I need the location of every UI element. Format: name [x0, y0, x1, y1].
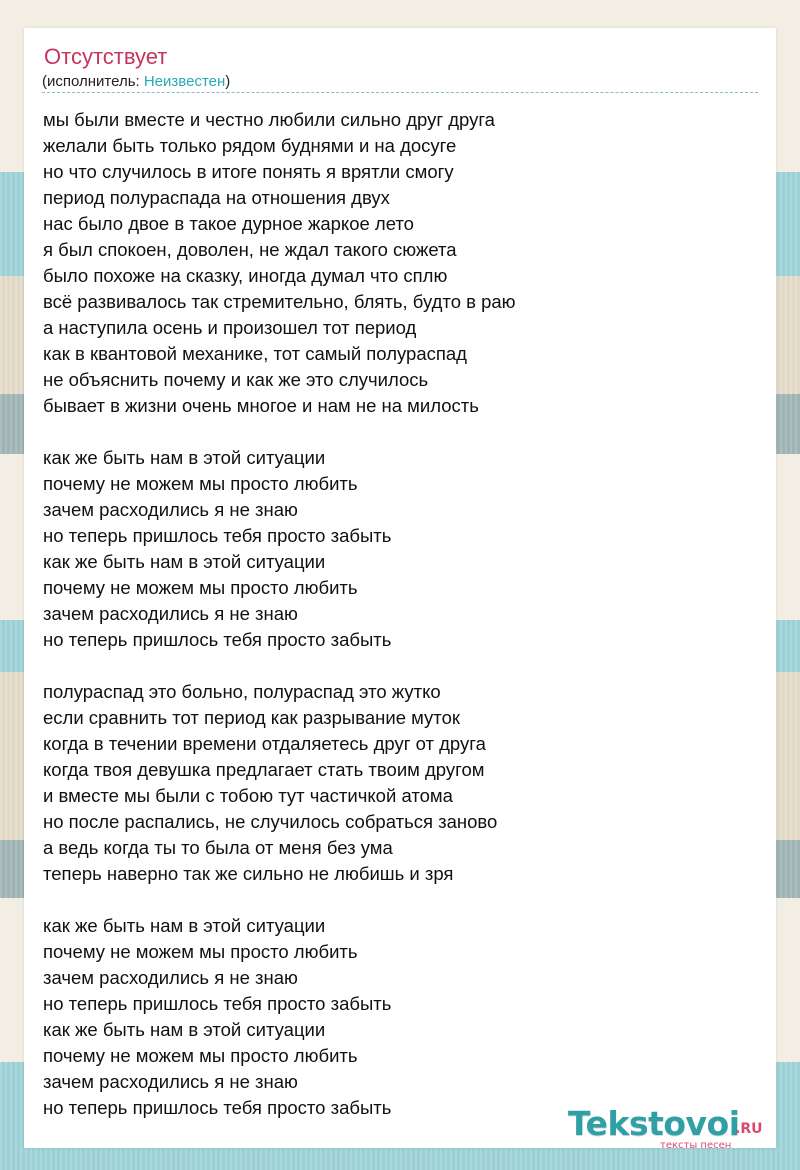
lyric-line: период полураспада на отношения двух	[43, 187, 390, 208]
lyric-line: почему не можем мы просто любить	[43, 941, 358, 962]
song-title: Отсутствует	[44, 44, 168, 69]
lyric-line: зачем расходились я не знаю	[43, 967, 298, 988]
lyric-line: почему не можем мы просто любить	[43, 577, 358, 598]
stanza-gap	[43, 887, 743, 913]
logo-name: Tekstovoi	[568, 1104, 740, 1143]
lyric-line: но теперь пришлось тебя просто забыть	[43, 525, 392, 546]
lyric-line: бывает в жизни очень многое и нам не на милость	[43, 395, 479, 416]
lyric-line: почему не можем мы просто любить	[43, 1045, 358, 1066]
lyric-line: я был спокоен, доволен, не ждал такого сюжета	[43, 239, 457, 260]
lyric-line: если сравнить тот период как разрывание муток	[43, 707, 460, 728]
lyric-line: а ведь когда ты то была от меня без ума	[43, 837, 393, 858]
logo-tagline: тексты песен	[660, 1140, 732, 1151]
artist-suffix: )	[225, 73, 231, 90]
lyric-line: как же быть нам в этой ситуации	[43, 1019, 326, 1040]
tekstovoi-logo[interactable]	[568, 1104, 778, 1154]
lyric-line: всё развивалось так стремительно, блять, будто в раю	[43, 291, 516, 312]
lyric-line: как в квантовой механике, тот самый полураспад	[43, 343, 467, 364]
lyric-line: когда в течении времени отдаляетесь друг от друга	[43, 733, 486, 754]
lyric-line: почему не можем мы просто любить	[43, 473, 358, 494]
logo-tld: .RU	[735, 1121, 763, 1137]
lyric-line: но после распались, не случилось собраться заново	[43, 811, 498, 832]
lyric-line: но теперь пришлось тебя просто забыть	[43, 993, 392, 1014]
lyrics-body	[43, 107, 743, 1121]
lyric-line: но теперь пришлось тебя просто забыть	[43, 629, 392, 650]
lyric-line: как же быть нам в этой ситуации	[43, 447, 326, 468]
lyric-line: но что случилось в итоге понять я врятли смогу	[43, 161, 454, 182]
lyric-line: зачем расходились я не знаю	[43, 603, 298, 624]
lyric-line: а наступила осень и произошел тот период	[43, 317, 417, 338]
lyric-line: теперь наверно так же сильно не любишь и зря	[43, 863, 454, 884]
lyric-line: как же быть нам в этой ситуации	[43, 551, 326, 572]
lyric-line: как же быть нам в этой ситуации	[43, 915, 326, 936]
lyric-line: зачем расходились я не знаю	[43, 499, 298, 520]
lyric-line: зачем расходились я не знаю	[43, 1071, 298, 1092]
stanza-gap	[43, 653, 743, 679]
lyric-line: но теперь пришлось тебя просто забыть	[43, 1097, 392, 1118]
lyrics-card	[24, 28, 776, 1148]
stanza-gap	[43, 419, 743, 445]
lyric-line: мы были вместе и честно любили сильно друг друга	[43, 109, 495, 130]
artist-line	[42, 73, 230, 90]
lyric-line: и вместе мы были с тобою тут частичкой атома	[43, 785, 453, 806]
lyric-line: нас было двое в такое дурное жаркое лето	[43, 213, 414, 234]
artist-prefix: (исполнитель:	[42, 73, 144, 90]
lyric-line: было похоже на сказку, иногда думал что сплю	[43, 265, 448, 286]
dashed-divider	[42, 92, 758, 93]
lyric-line: полураспад это больно, полураспад это жутко	[43, 681, 441, 702]
artist-link[interactable]: Неизвестен	[143, 73, 226, 90]
lyric-line: желали быть только рядом буднями и на досуге	[43, 135, 457, 156]
lyric-line: не объяснить почему и как же это случилось	[43, 369, 429, 390]
lyric-line: когда твоя девушка предлагает стать твоим другом	[43, 759, 485, 780]
